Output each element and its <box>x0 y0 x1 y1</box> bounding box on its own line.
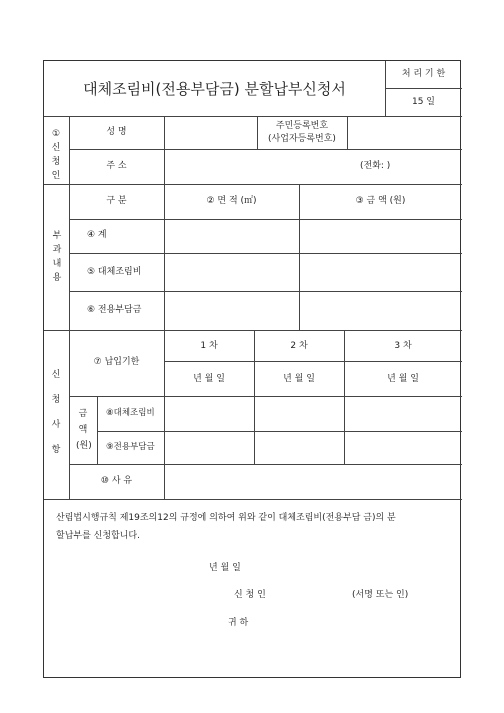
table-rule <box>164 361 462 362</box>
table-rule <box>97 431 462 432</box>
table-rule <box>44 116 462 117</box>
table-rule <box>44 499 462 500</box>
reason-label: ⑩ 사 유 <box>100 476 133 486</box>
installment-conversion-label: ⑨전용부담금 <box>106 442 155 452</box>
table-rule <box>164 149 165 184</box>
processing-period-label: 처 리 기 한 <box>401 69 446 79</box>
table-rule <box>164 116 165 149</box>
installment-3-header: 3 차 <box>394 341 412 351</box>
table-rule <box>44 330 462 331</box>
applicant-section-label: ①신청인 <box>51 129 61 181</box>
installment-2-date: 년 월 일 <box>283 374 315 384</box>
phone-label: (전화: ) <box>360 161 391 171</box>
installment-3-date: 년 월 일 <box>387 374 419 384</box>
table-rule <box>347 116 348 149</box>
table-rule <box>385 88 462 89</box>
table-rule <box>69 149 462 150</box>
table-rule <box>69 253 462 254</box>
applicant-signature-label: 신 청 인 <box>234 590 266 600</box>
table-rule <box>69 291 462 292</box>
table-rule <box>97 396 98 464</box>
business-number-label: (사업자등록번호) <box>268 134 336 144</box>
address-label: 주 소 <box>106 161 127 171</box>
form-title: 대체조림비(전용부담금) 분할납부신청서 <box>83 80 346 98</box>
installment-2-header: 2 차 <box>290 341 308 351</box>
conversion-row-label: ⑥ 전용부담금 <box>87 305 142 315</box>
table-rule <box>69 464 462 465</box>
table-rule <box>69 330 70 499</box>
statement-line-2: 할납부를 신청합니다. <box>56 531 140 541</box>
area-header: ② 면 적 (㎡) <box>206 196 257 206</box>
table-rule <box>44 184 462 185</box>
addressee: 귀 하 <box>228 618 249 628</box>
name-label: 성 명 <box>106 127 127 137</box>
amount-won-label: 금액(원) <box>76 409 92 451</box>
statement-line-1: 산림법시행규칙 제19조의12의 규정에 의하여 위와 같이 대체조림비(전용부담 금)의 분 <box>56 513 396 523</box>
installment-1-date: 년 월 일 <box>193 374 225 384</box>
processing-period-value: 15 일 <box>411 97 435 107</box>
category-header: 구 분 <box>106 196 127 206</box>
date-line: 년 월 일 <box>209 563 241 573</box>
table-rule <box>69 219 462 220</box>
amount-header: ③ 금 액 (원) <box>355 196 406 206</box>
signature-hint: (서명 또는 인) <box>352 590 409 600</box>
installment-1-header: 1 차 <box>200 341 218 351</box>
installment-reforestation-label: ⑧대체조림비 <box>106 408 155 418</box>
request-section-label: 신청사항 <box>51 370 61 455</box>
total-row-label: ④ 계 <box>87 230 107 240</box>
application-form <box>43 60 461 678</box>
levy-section-label: 부과내용 <box>52 231 62 283</box>
reforestation-row-label: ⑤ 대체조림비 <box>87 267 142 277</box>
due-date-label: ⑦ 납입기한 <box>93 357 140 367</box>
table-rule <box>69 396 462 397</box>
resident-number-label: 주민등록번호 <box>275 121 329 131</box>
table-rule <box>164 330 165 499</box>
